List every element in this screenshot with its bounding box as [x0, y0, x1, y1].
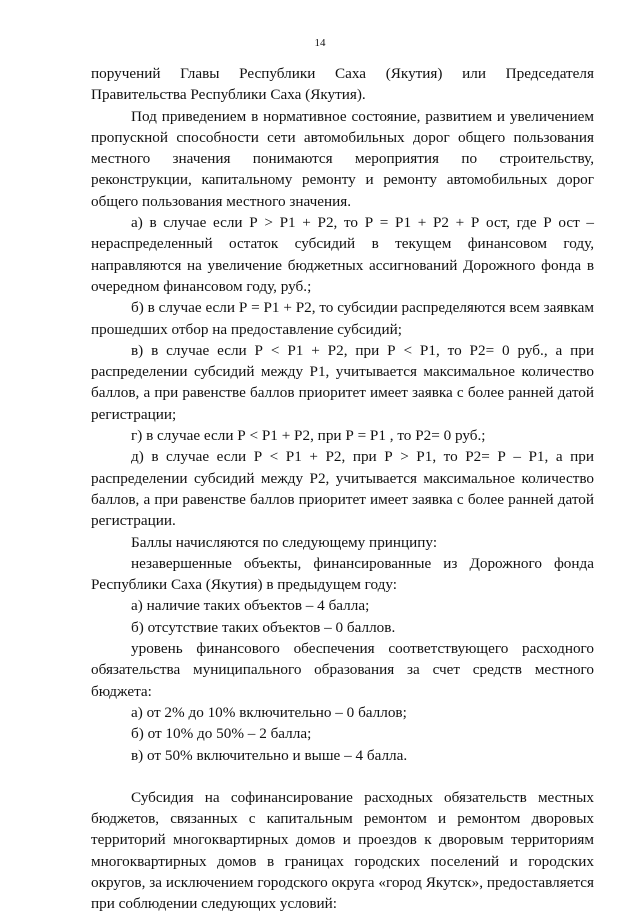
- paragraph: б) отсутствие таких объектов – 0 баллов.: [131, 618, 396, 636]
- paragraph: а) в случае если Р > Р1 + Р2, то Р = Р1 + Р2 + Р ост, где Р ост – нераспределенный остаток субсидий в текущем финансовом году, направляются на увеличение бюджетных ассигнований Дорожного фонда в очередном финансовом году, руб.;: [91, 214, 594, 295]
- paragraph: а) наличие таких объектов – 4 балла;: [131, 597, 370, 615]
- page-number: 14: [314, 37, 326, 49]
- paragraph: а) от 2% до 10% включительно – 0 баллов;: [131, 703, 407, 721]
- paragraph: д) в случае если Р < Р1 + Р2, при Р > Р1, то Р2= Р – Р1, а при распределении субсидий между Р2, учитывается максимальное количество баллов, а при равенстве баллов приоритет имеет заявка с более ранней датой регистрации.: [91, 448, 594, 530]
- paragraph: г) в случае если Р < Р1 + Р2, при Р = Р1 , то Р2= 0 руб.;: [131, 427, 486, 445]
- paragraph: незавершенные объекты, финансированные из Дорожного фонда Республики Саха (Якутия) в предыдущем году:: [91, 554, 594, 594]
- paragraph: Субсидия на софинансирование расходных обязательств местных бюджетов, связанных с капитальным ремонтом и ремонтом дворовых территорий многоквартирных домов и проездов к дворовым территориям многоквартирных домов в границах городских поселений и городских округов, за исключением городского округа «город Якутск», предоставляется при соблюдении следующих условий:: [91, 788, 594, 913]
- paragraph: Под приведением в нормативное состояние, развитием и увеличением пропускной способности сети автомобильных дорог общего пользования местного значения понимаются мероприятия по строительству, реконструкции, капитальному ремонту и ремонту автомобильных дорог общего пользования местного значения.: [91, 107, 594, 210]
- paragraph: в) в случае если Р < Р1 + Р2, при Р < Р1, то Р2= 0 руб., а при распределении субсидий между Р1, учитывается максимальное количество баллов, а при равенстве баллов приоритет имеет заявка с более ранней датой регистрации;: [91, 341, 594, 423]
- paragraph: поручений Главы Республики Саха (Якутия) или Председателя Правительства Республики Саха (Якутия).: [91, 65, 594, 104]
- document-body: [91, 63, 594, 915]
- paragraph: б) в случае если Р = Р1 + Р2, то субсидии распределяются всем заявкам прошедших отбор на предоставление субсидий;: [91, 299, 594, 338]
- paragraph: уровень финансового обеспечения соответствующего расходного обязательства муниципального образования за счет средств местного бюджета:: [91, 640, 594, 700]
- paragraph: в) от 50% включительно и выше – 4 балла.: [131, 746, 408, 764]
- paragraph: б) от 10% до 50% – 2 балла;: [131, 725, 312, 743]
- paragraph: Баллы начисляются по следующему принципу:: [131, 533, 438, 551]
